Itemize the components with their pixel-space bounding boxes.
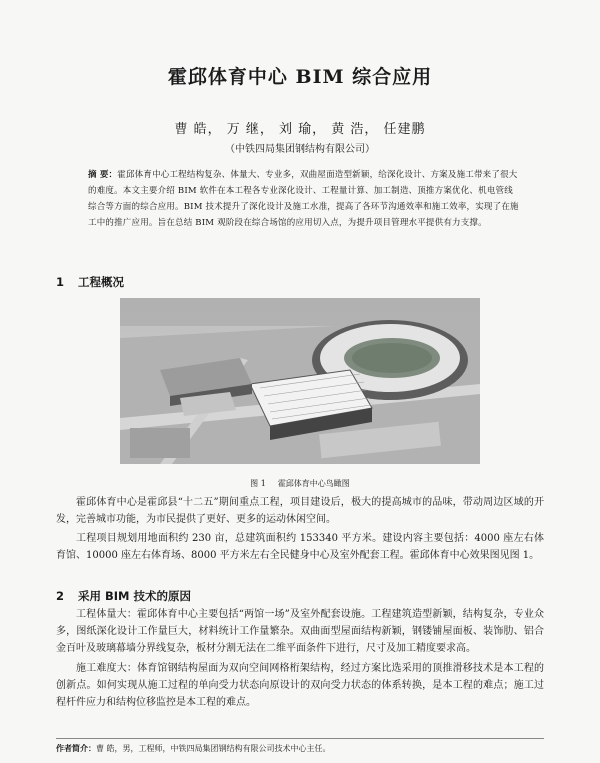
paragraph: 工程项目规划用地面积约 230 亩，总建筑面积约 153340 平方米。建设内容主要包括：4000 座左右体育馆、10000 座左右体育场、8000 平方米左右全民健身中心及室外配套工程。霍邱体育中心效果图见图 1。 [56, 533, 544, 561]
section-2-heading [56, 588, 191, 604]
figure-1-caption [0, 478, 600, 489]
author-note-text: 曹 皓，男，工程师，中铁四局集团钢结构有限公司技术中心主任。 [96, 744, 331, 753]
abstract-label: 摘 要： [88, 170, 118, 180]
abstract [88, 167, 520, 231]
figure-1-aerial-photo [120, 298, 480, 464]
author-list: 曹 皓， 万 继， 刘 瑜， 黄 浩， 任建鹏 [174, 122, 426, 137]
section-2-title: 采用 BIM 技术的原因 [78, 589, 191, 603]
paragraph: 霍邱体育中心是霍邱县“十二五”期间重点工程，项目建设后，极大的提高城市的品味，带动周边区域的开发，完善城市功能，为市民提供了更好、更多的运动休闲空间。 [56, 497, 544, 525]
figure-1-caption-text: 霍邱体育中心鸟瞰图 [277, 479, 350, 488]
paper-title: 霍邱体育中心 BIM 综合应用 [167, 66, 433, 88]
abstract-text: 霍邱体育中心工程结构复杂、体量大、专业多，双曲屋面造型新颖，给深化设计、方案及施工带来了很大的难度。本文主要介绍 BIM 软件在本工程各专业深化设计、工程量计算、加工制造、顶推方案优化、机电管线综合等方面的综合应用。BIM 技术提升了深化设计及施工水准，提高了各环节沟通效率和施工效率，实现了在施工中的推广应用。旨在总结 BIM 观阶段在综合场馆的应用切入点，为提升项目管理水平提供有力支撑。 [88, 170, 519, 228]
section-1-title: 工程概况 [78, 275, 124, 289]
author-note-label: 作者简介： [56, 743, 96, 753]
paragraph: 工程体量大：霍邱体育中心主要包括“两馆一场”及室外配套设施。工程建筑造型新颖，结构复杂，专业众多，图纸深化设计工作量巨大，材料统计工作量繁杂。双曲面型屋面结构新颖，钢镂铺屋面板、装饰肋、铝合金百叶及玻璃幕墙分界线复杂，板材分割无法在二维平面条件下进行，尺寸及加工精度要求高。 [56, 609, 544, 654]
affiliation: （中铁四局集团钢结构有限公司） [225, 144, 375, 155]
author-note [56, 738, 544, 754]
section-1-number: 1 [56, 275, 65, 289]
section-2-number: 2 [56, 589, 65, 603]
figure-1-number: 图 1 [250, 479, 266, 488]
section-1-heading [56, 274, 124, 290]
paragraph: 施工难度大：体育馆钢结构屋面为双向空间网格桁架结构，经过方案比选采用的顶推滑移技术是本工程的创新点。如何实现从施工过程的单向受力状态向原设计的双向受力状态的体系转换，是本工程的难点；施工过程杆件应力和结构位移监控是本工程的难点。 [56, 663, 544, 708]
aerial-photo-illustration [120, 298, 480, 464]
